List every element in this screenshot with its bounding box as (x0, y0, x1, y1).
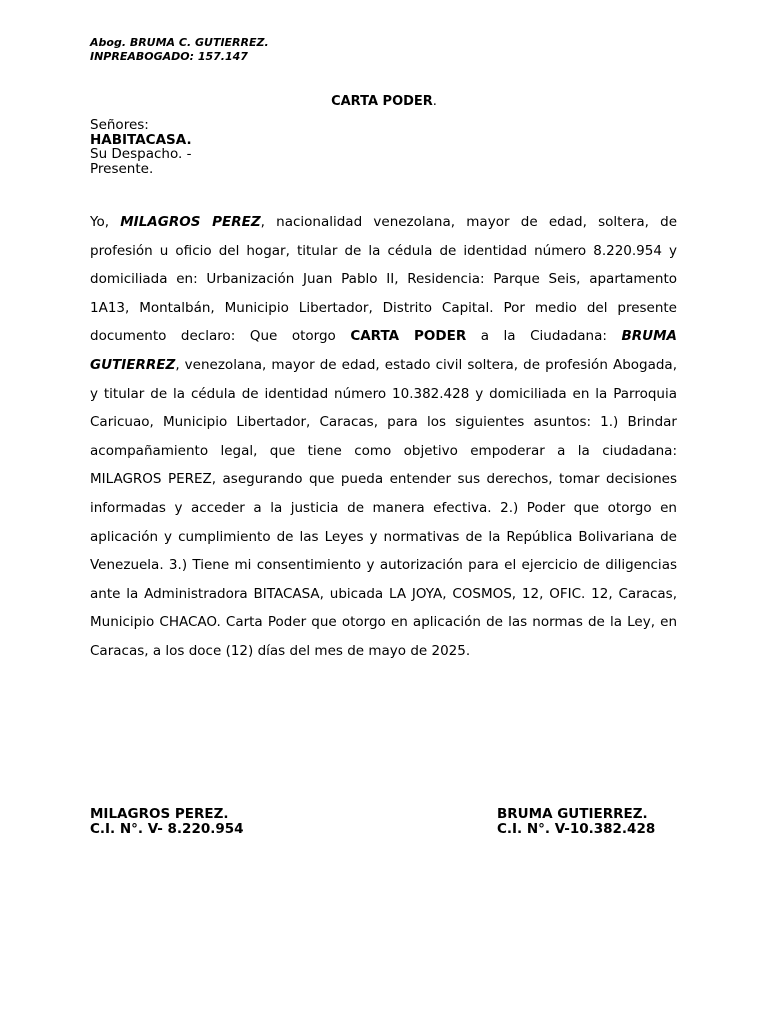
body-intro: Yo, (90, 214, 121, 230)
signature-right (497, 807, 655, 837)
signature-right-name: BRUMA GUTIERREZ. (497, 806, 648, 822)
lawyer-name: Abog. BRUMA C. GUTIERREZ. (90, 36, 269, 49)
salutation: Señores: (90, 117, 149, 133)
signature-left-name: MILAGROS PEREZ. (90, 806, 229, 822)
document-title-suffix: . (432, 94, 437, 109)
addressee-present: Presente. (90, 160, 154, 177)
signature-left (90, 807, 244, 837)
body-paragraph (90, 208, 677, 666)
body-part-3: a la Ciudadana: (466, 328, 622, 345)
grantee-name: BRUMA GUTIERREZ (90, 328, 677, 373)
document-title (0, 94, 768, 110)
addressee-block (90, 118, 192, 176)
addressee-office: Su Despacho. - (90, 146, 192, 162)
document-title-text: CARTA PODER (331, 94, 433, 109)
grantor-name: MILAGROS PEREZ (120, 214, 261, 230)
body-part-2: , nacionalidad venezolana, mayor de edad, soltera, de profesión u oficio del hogar, titular de la cédula de identidad número 8.220.954 y domiciliada en: Urbanización Juan Pablo II, Residencia: Parque Seis, apartamento 1A13, Montalbán, Municipio Libertador, Distrito Capital. Por medio del presente documento declaro: Que otorgo (90, 214, 677, 345)
signature-left-id: C.I. N°. V- 8.220.954 (90, 821, 244, 837)
letterhead (90, 36, 269, 64)
body-part-4: , venezolana, mayor de edad, estado civil soltera, de profesión Abogada, y titular de la cédula de identidad número 10.382.428 y domiciliada en la Parroquia Caricuao, Municipio Libertador, Caracas, para los siguientes asuntos: 1.) Brindar acompañamiento legal, que tiene como objetivo empoderar a la ciudadana: MILAGROS PEREZ, asegurando que pueda entender sus derechos, tomar decisiones informadas y acceder a la justicia de manera efectiva. 2.) Poder que otorgo en aplicación y cumplimiento de las Leyes y normativas de la República Bolivariana de Venezuela. 3.) Tiene mi consentimiento y autorización para el ejercicio de diligencias ante la Administradora BITACASA, ubicada LA JOYA, COSMOS, 12, OFIC. 12, Caracas, Municipio CHACAO. Carta Poder que otorgo en aplicación de las normas de la Ley, en Caracas, a los doce (12) días del mes de mayo de 2025. (90, 356, 677, 659)
inpreabogado-number: INPREABOGADO: 157.147 (90, 50, 248, 63)
addressee-company: HABITACASA. (90, 131, 192, 148)
signature-right-id: C.I. N°. V-10.382.428 (497, 821, 656, 837)
carta-poder-inline: CARTA PODER (350, 328, 467, 345)
